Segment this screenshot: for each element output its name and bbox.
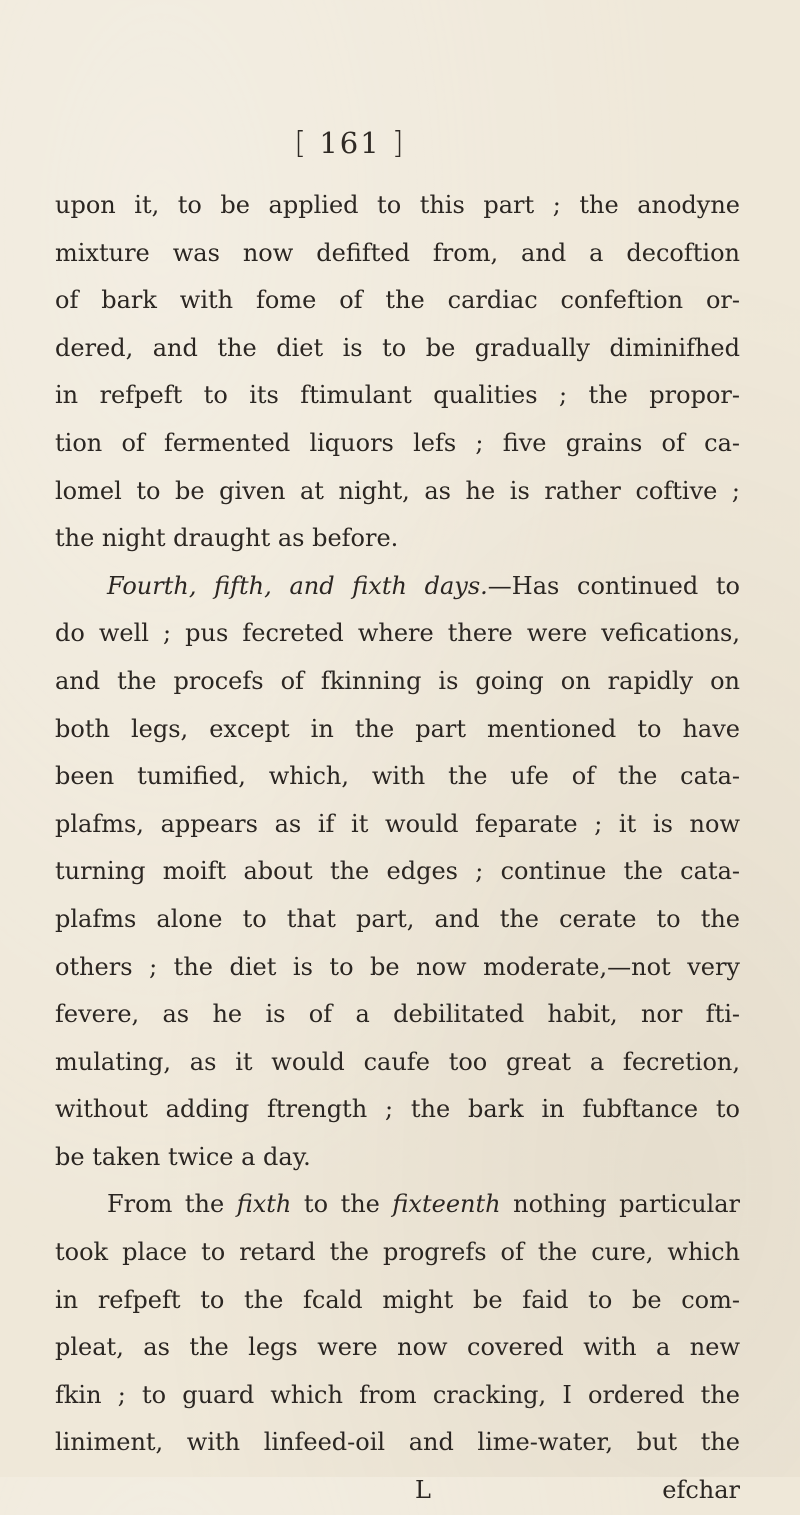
text-line: been tumified, which, with the ufe of the cata- [55,762,740,791]
text-run: to the [291,1190,393,1219]
text-line: upon it, to be applied to this part ; the anodyne [55,191,740,219]
signature-mark: L [415,1476,431,1505]
text-line: in refpeft to the fcald might be faid to be com- [55,1285,740,1314]
text-line: fevere, as he is of a debilitated habit, nor fti- [55,1000,740,1029]
text-run: —Has continued to [487,571,740,600]
page-footer [55,1467,740,1515]
text-line: both legs, except in the part mentioned to have [55,714,740,743]
catchword: efchar [662,1476,740,1505]
text-line: lomel to be given at night, as he is rather coftive ; [55,476,740,505]
text-line: of bark with fome of the cardiac confeftion or- [55,286,740,315]
text-line: in refpeft to its ftimulant qualities ; the propor- [55,381,740,410]
page-number: [ 161 ] [294,126,406,161]
text-line: do well ; pus fecreted where there were vefications, [55,619,740,648]
text-run: From the [107,1190,237,1219]
text-line: the night draught as before. [55,524,399,553]
text-line: took place to retard the progrefs of the cure, which [55,1238,740,1267]
text-line: plafms, appears as if it would feparate ; it is now [55,809,740,838]
text-line: mixture was now defifted from, and a decoftion [55,238,740,267]
italic-days-heading: Fourth, fifth, and fixth days. [107,571,488,600]
body-text [55,182,740,1515]
text-line: liniment, with linfeed-oil and lime-water, but the [55,1428,740,1457]
paragraph-start-fourth-day [55,563,740,611]
text-line: mulating, as it would caufe too great a fecretion, [55,1047,740,1076]
text-line: tion of fermented liquors lefs ; five grains of ca- [55,428,740,457]
paragraph-start-sixth-day [55,1181,740,1229]
text-line: dered, and the diet is to be gradually diminifhed [55,333,740,362]
text-line: without adding ftrength ; the bark in fubftance to [55,1095,740,1124]
text-run: nothing particular [500,1190,740,1219]
text-line: fkin ; to guard which from cracking, I ordered the [55,1380,740,1409]
italic-day: fixteenth [392,1190,501,1219]
text-line: others ; the diet is to be now moderate,—not very [55,952,740,981]
italic-day: fixth [236,1190,292,1219]
text-line: be taken twice a day. [55,1142,311,1171]
text-line: and the procefs of fkinning is going on rapidly on [55,666,740,695]
text-line: plafms alone to that part, and the cerate to the [55,904,740,933]
text-line: pleat, as the legs were now covered with a new [55,1333,740,1362]
text-line: turning moift about the edges ; continue the cata- [55,857,740,886]
